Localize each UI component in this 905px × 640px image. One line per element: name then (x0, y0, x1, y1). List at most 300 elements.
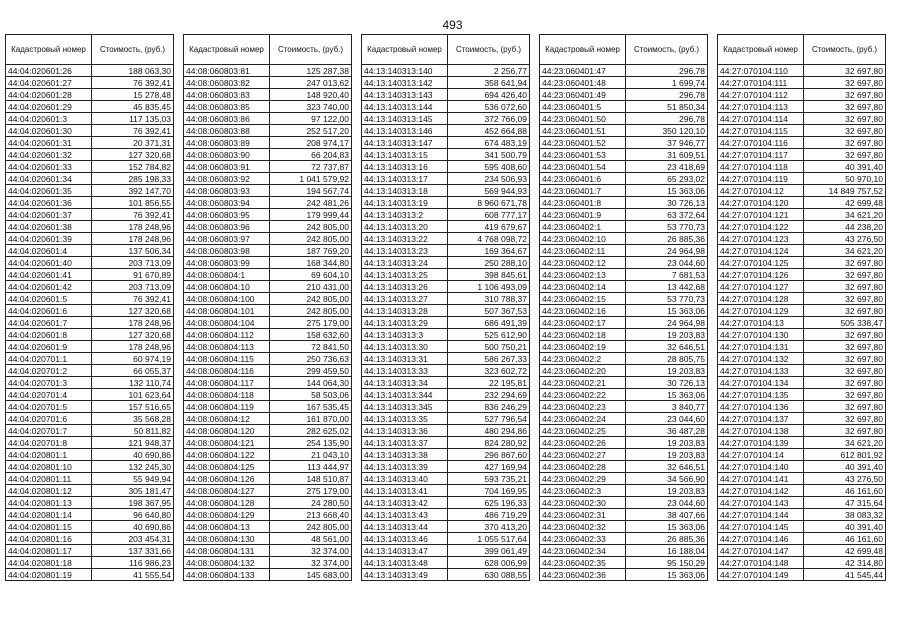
cadastral-number-cell: 44:13:140313:3 (362, 329, 448, 341)
cadastral-number-cell: 44:23:060402:14 (540, 281, 626, 293)
cadastral-number-cell: 44:04:020801:12 (6, 485, 92, 497)
cost-cell: 427 169,94 (448, 461, 530, 473)
cost-cell: 125 287,38 (270, 65, 352, 77)
cadastral-number-cell: 44:04:020701:8 (6, 437, 92, 449)
cost-cell: 132 110,74 (92, 377, 174, 389)
cost-cell: 213 668,40 (270, 509, 352, 521)
cost-cell: 34 621,20 (804, 209, 886, 221)
cadastral-number-cell: 44:23:060401:54 (540, 161, 626, 173)
table-row (362, 377, 530, 389)
cadastral-number-cell: 44:27:070104:145 (718, 521, 804, 533)
cadastral-number-cell: 44:04:020601:37 (6, 209, 92, 221)
table-row (718, 317, 886, 329)
cost-cell: 144 064,30 (270, 377, 352, 389)
cost-cell: 1 106 493,09 (448, 281, 530, 293)
cost-cell: 145 683,00 (270, 569, 352, 581)
cost-cell: 46 161,60 (804, 533, 886, 545)
cadastral-number-cell: 44:27:070104:141 (718, 473, 804, 485)
table-row (6, 509, 174, 521)
cadastral-number-cell: 44:08:060803:82 (184, 77, 270, 89)
table-row (6, 425, 174, 437)
cadastral-number-cell: 44:08:060804:115 (184, 353, 270, 365)
cost-cell: 210 431,00 (270, 281, 352, 293)
table-row (362, 329, 530, 341)
table-row (540, 545, 708, 557)
table-row (184, 341, 352, 353)
cost-cell: 43 276,50 (804, 233, 886, 245)
cadastral-number-cell: 44:04:020701:5 (6, 401, 92, 413)
table-row (718, 137, 886, 149)
cost-cell: 836 246,29 (448, 401, 530, 413)
cost-cell: 42 314,80 (804, 557, 886, 569)
table-row (540, 365, 708, 377)
cost-cell: 76 392,41 (92, 209, 174, 221)
cost-cell: 26 885,36 (626, 533, 708, 545)
cost-cell: 101 623,64 (92, 389, 174, 401)
cost-cell: 178 248,96 (92, 341, 174, 353)
cadastral-number-cell: 44:27:070104:129 (718, 305, 804, 317)
cadastral-number-cell: 44:27:070104:149 (718, 569, 804, 581)
cadastral-number-cell: 44:27:070104:138 (718, 425, 804, 437)
table-row (184, 521, 352, 533)
cost-cell: 250 736,63 (270, 353, 352, 365)
table-row (540, 245, 708, 257)
cost-cell: 250 288,10 (448, 257, 530, 269)
cost-cell: 32 697,80 (804, 377, 886, 389)
table-row (184, 161, 352, 173)
cost-cell: 152 784,82 (92, 161, 174, 173)
cadastral-number-cell: 44:13:140313:17 (362, 173, 448, 185)
cadastral-number-cell: 44:08:060804:122 (184, 449, 270, 461)
cost-cell: 158 632,60 (270, 329, 352, 341)
cost-cell: 203 713,09 (92, 257, 174, 269)
cadastral-number-cell: 44:23:060402:12 (540, 257, 626, 269)
cadastral-number-cell: 44:08:060804:132 (184, 557, 270, 569)
table-row (718, 473, 886, 485)
cadastral-number-cell: 44:23:060401:8 (540, 197, 626, 209)
cost-cell: 35 568,28 (92, 413, 174, 425)
cost-cell: 32 697,80 (804, 257, 886, 269)
cadastral-number-cell: 44:27:070104:115 (718, 125, 804, 137)
table-row (362, 113, 530, 125)
table-row (362, 533, 530, 545)
cadastral-number-cell: 44:27:070104:116 (718, 137, 804, 149)
cost-cell: 32 697,80 (804, 125, 886, 137)
cadastral-number-cell: 44:13:140313:146 (362, 125, 448, 137)
table-row (718, 545, 886, 557)
cadastral-number-cell: 44:13:140313:15 (362, 149, 448, 161)
table-row (184, 329, 352, 341)
table-row (6, 449, 174, 461)
table-row (6, 329, 174, 341)
table-row (540, 101, 708, 113)
cadastral-number-cell: 44:04:020601:29 (6, 101, 92, 113)
cadastral-number-cell: 44:04:020801:13 (6, 497, 92, 509)
table-row (6, 137, 174, 149)
cadastral-number-cell: 44:27:070104:111 (718, 77, 804, 89)
cadastral-number-cell: 44:27:070104:117 (718, 149, 804, 161)
table-row (362, 161, 530, 173)
cost-cell: 28 805,75 (626, 353, 708, 365)
cadastral-number-cell: 44:27:070104:120 (718, 197, 804, 209)
table-row (362, 389, 530, 401)
table-row (6, 365, 174, 377)
cadastral-number-cell: 44:13:140313:145 (362, 113, 448, 125)
cadastral-number-cell: 44:13:140313:47 (362, 545, 448, 557)
cost-cell: 16 188,04 (626, 545, 708, 557)
cadastral-number-cell: 44:13:140313:142 (362, 77, 448, 89)
table-row (6, 341, 174, 353)
cost-cell: 40 690,86 (92, 521, 174, 533)
cost-cell: 15 278,48 (92, 89, 174, 101)
table-header-row (718, 35, 886, 65)
cadastral-number-cell: 44:23:060401:49 (540, 89, 626, 101)
cadastral-number-cell: 44:27:070104:122 (718, 221, 804, 233)
cadastral-number-cell: 44:04:020601:5 (6, 293, 92, 305)
table-row (6, 113, 174, 125)
cost-cell: 32 697,80 (804, 149, 886, 161)
cadastral-number-cell: 44:27:070104:118 (718, 161, 804, 173)
table-row (6, 89, 174, 101)
table-row (184, 425, 352, 437)
cost-cell: 30 726,13 (626, 197, 708, 209)
cost-cell: 242 805,00 (270, 305, 352, 317)
table-row (540, 221, 708, 233)
table-row (184, 173, 352, 185)
cost-cell: 24 280,50 (270, 497, 352, 509)
cost-cell: 95 150,29 (626, 557, 708, 569)
cost-cell: 323 602,72 (448, 365, 530, 377)
cost-cell: 674 483,19 (448, 137, 530, 149)
cost-cell: 127 320,68 (92, 149, 174, 161)
cadastral-number-cell: 44:27:070104:137 (718, 413, 804, 425)
cadastral-number-cell: 44:23:060402:26 (540, 437, 626, 449)
cost-cell: 127 320,68 (92, 329, 174, 341)
cost-cell: 43 276,50 (804, 473, 886, 485)
cost-cell: 15 363,06 (626, 185, 708, 197)
cadastral-number-cell: 44:04:020801:14 (6, 509, 92, 521)
table-row (184, 449, 352, 461)
cost-cell: 178 248,96 (92, 221, 174, 233)
table-row (718, 101, 886, 113)
cadastral-number-cell: 44:08:060803:98 (184, 245, 270, 257)
cost-cell: 21 043,10 (270, 449, 352, 461)
cost-cell: 53 770,73 (626, 221, 708, 233)
cadastral-number-cell: 44:23:060402:28 (540, 461, 626, 473)
table-row (6, 233, 174, 245)
cost-cell: 55 949,94 (92, 473, 174, 485)
table-row (362, 449, 530, 461)
cost-cell: 242 805,00 (270, 233, 352, 245)
table-row (6, 161, 174, 173)
table-row (184, 497, 352, 509)
cost-cell: 76 392,41 (92, 125, 174, 137)
table-row (184, 113, 352, 125)
cadastral-number-cell: 44:13:140313:39 (362, 461, 448, 473)
table-row (6, 269, 174, 281)
table-row (718, 269, 886, 281)
cadastral-number-cell: 44:23:060401:53 (540, 149, 626, 161)
cadastral-number-cell: 44:23:060402:20 (540, 365, 626, 377)
cadastral-number-cell: 44:27:070104:148 (718, 557, 804, 569)
cost-cell: 36 487,28 (626, 425, 708, 437)
cadastral-number-cell: 44:08:060803:94 (184, 197, 270, 209)
table-row (362, 365, 530, 377)
cadastral-number-cell: 44:27:070104:128 (718, 293, 804, 305)
cost-cell: 60 974,19 (92, 353, 174, 365)
cadastral-number-cell: 44:04:020601:6 (6, 305, 92, 317)
cost-cell: 399 061,49 (448, 545, 530, 557)
cadastral-number-cell: 44:27:070104:143 (718, 497, 804, 509)
cadastral-number-cell: 44:23:060401:48 (540, 77, 626, 89)
cost-cell: 116 986,23 (92, 557, 174, 569)
table-row (184, 305, 352, 317)
cadastral-number-cell: 44:04:020801:15 (6, 521, 92, 533)
table-row (362, 257, 530, 269)
table-row (362, 101, 530, 113)
table-row (6, 101, 174, 113)
cadastral-number-cell: 44:27:070104:123 (718, 233, 804, 245)
cost-cell: 595 408,60 (448, 161, 530, 173)
table-row (362, 521, 530, 533)
cost-cell: 47 315,64 (804, 497, 886, 509)
cadastral-number-cell: 44:23:060402:18 (540, 329, 626, 341)
table-row (540, 533, 708, 545)
cadastral-number-cell: 44:23:060402:27 (540, 449, 626, 461)
cadastral-number-cell: 44:27:070104:146 (718, 533, 804, 545)
cadastral-number-cell: 44:08:060803:92 (184, 173, 270, 185)
table-row (362, 473, 530, 485)
cadastral-number-cell: 44:27:070104:130 (718, 329, 804, 341)
cadastral-number-cell: 44:08:060804:1 (184, 269, 270, 281)
cost-cell: 148 920,40 (270, 89, 352, 101)
header-cadastral-number: Кадастровый номер (184, 35, 270, 65)
table-row (540, 461, 708, 473)
cost-cell: 23 044,60 (626, 257, 708, 269)
cadastral-number-cell: 44:08:060804:126 (184, 473, 270, 485)
table-row (6, 557, 174, 569)
table-row (540, 305, 708, 317)
cadastral-number-cell: 44:08:060803:91 (184, 161, 270, 173)
table-row (6, 485, 174, 497)
cadastral-number-cell: 44:23:060402:24 (540, 413, 626, 425)
table-row (184, 545, 352, 557)
cadastral-number-cell: 44:13:140313:48 (362, 557, 448, 569)
cadastral-number-cell: 44:13:140313:49 (362, 569, 448, 581)
cadastral-table (361, 34, 530, 581)
table-row (540, 557, 708, 569)
table-row (540, 137, 708, 149)
cadastral-number-cell: 44:04:020601:33 (6, 161, 92, 173)
header-cost: Стоимость, (руб.) (626, 35, 708, 65)
cadastral-number-cell: 44:08:060803:95 (184, 209, 270, 221)
table-row (184, 485, 352, 497)
cost-cell: 32 697,80 (804, 401, 886, 413)
cadastral-number-cell: 44:23:060402:19 (540, 341, 626, 353)
table-row (540, 437, 708, 449)
table-row (540, 197, 708, 209)
cadastral-number-cell: 44:04:020601:39 (6, 233, 92, 245)
table-row (540, 149, 708, 161)
table-row (184, 185, 352, 197)
table-row (184, 473, 352, 485)
table-row (6, 533, 174, 545)
cadastral-number-cell: 44:08:060804:127 (184, 485, 270, 497)
table-row (540, 413, 708, 425)
cadastral-number-cell: 44:23:060402:2 (540, 353, 626, 365)
cadastral-number-cell: 44:08:060804:118 (184, 389, 270, 401)
cadastral-number-cell: 44:13:140313:144 (362, 101, 448, 113)
cadastral-number-cell: 44:23:060401:51 (540, 125, 626, 137)
table-row (184, 221, 352, 233)
cadastral-number-cell: 44:27:070104:133 (718, 365, 804, 377)
cost-cell: 65 293,02 (626, 173, 708, 185)
cadastral-number-cell: 44:04:020701:7 (6, 425, 92, 437)
table-row (362, 485, 530, 497)
cadastral-number-cell: 44:04:020601:38 (6, 221, 92, 233)
cadastral-number-cell: 44:08:060804:130 (184, 533, 270, 545)
table-row (184, 269, 352, 281)
cost-cell: 32 697,80 (804, 269, 886, 281)
cost-cell: 32 697,80 (804, 329, 886, 341)
header-cadastral-number: Кадастровый номер (540, 35, 626, 65)
header-cadastral-number: Кадастровый номер (362, 35, 448, 65)
cadastral-number-cell: 44:04:020801:11 (6, 473, 92, 485)
cadastral-number-cell: 44:13:140313:42 (362, 497, 448, 509)
table-row (540, 329, 708, 341)
cost-cell: 50 970,10 (804, 173, 886, 185)
cadastral-number-cell: 44:04:020601:9 (6, 341, 92, 353)
cost-cell: 32 374,00 (270, 557, 352, 569)
cadastral-number-cell: 44:04:020701:3 (6, 377, 92, 389)
cadastral-number-cell: 44:04:020601:27 (6, 77, 92, 89)
header-cost: Стоимость, (руб.) (92, 35, 174, 65)
table-row (718, 413, 886, 425)
cost-cell: 76 392,41 (92, 293, 174, 305)
cadastral-number-cell: 44:27:070104:134 (718, 377, 804, 389)
cost-cell: 19 203,83 (626, 437, 708, 449)
cost-cell: 137 331,66 (92, 545, 174, 557)
table-row (540, 209, 708, 221)
table-row (540, 125, 708, 137)
cost-cell: 66 055,37 (92, 365, 174, 377)
cadastral-number-cell: 44:27:070104:13 (718, 317, 804, 329)
cost-cell: 91 670,89 (92, 269, 174, 281)
cadastral-number-cell: 44:23:060402:1 (540, 221, 626, 233)
table-row (362, 221, 530, 233)
table-row (540, 485, 708, 497)
table-row (6, 293, 174, 305)
table-row (540, 401, 708, 413)
cost-cell: 31 609,51 (626, 149, 708, 161)
cost-cell: 32 697,80 (804, 425, 886, 437)
cadastral-number-cell: 44:08:060804:133 (184, 569, 270, 581)
cost-cell: 15 363,06 (626, 305, 708, 317)
table-row (362, 341, 530, 353)
cadastral-number-cell: 44:23:060401:52 (540, 137, 626, 149)
cost-cell: 350 120,10 (626, 125, 708, 137)
cost-cell: 187 769,20 (270, 245, 352, 257)
table-row (6, 77, 174, 89)
table-row (6, 497, 174, 509)
cadastral-number-cell: 44:13:140313:29 (362, 317, 448, 329)
cost-cell: 392 147,70 (92, 185, 174, 197)
header-cadastral-number: Кадастровый номер (718, 35, 804, 65)
cost-cell: 32 697,80 (804, 389, 886, 401)
cost-cell: 157 516,65 (92, 401, 174, 413)
cadastral-number-cell: 44:27:070104:113 (718, 101, 804, 113)
cadastral-number-cell: 44:23:060402:23 (540, 401, 626, 413)
cadastral-number-cell: 44:13:140313:22 (362, 233, 448, 245)
cost-cell: 167 535,45 (270, 401, 352, 413)
table-row (362, 413, 530, 425)
table-row (6, 353, 174, 365)
table-row (540, 293, 708, 305)
cost-cell: 32 646,51 (626, 341, 708, 353)
table-row (718, 221, 886, 233)
table-row (540, 425, 708, 437)
table-row (362, 185, 530, 197)
cost-cell: 536 072,60 (448, 101, 530, 113)
header-cost: Стоимость, (руб.) (804, 35, 886, 65)
table-row (184, 257, 352, 269)
table-row (6, 221, 174, 233)
cost-cell: 8 960 671,78 (448, 197, 530, 209)
cost-cell: 32 697,80 (804, 281, 886, 293)
cadastral-number-cell: 44:04:020701:6 (6, 413, 92, 425)
cadastral-number-cell: 44:04:020701:2 (6, 365, 92, 377)
table-row (6, 65, 174, 77)
cost-cell: 252 517,20 (270, 125, 352, 137)
table-row (540, 569, 708, 581)
cadastral-number-cell: 44:13:140313:31 (362, 353, 448, 365)
tables-grid (5, 34, 886, 581)
cadastral-number-cell: 44:23:060402:30 (540, 497, 626, 509)
page-number: 493 (442, 18, 463, 32)
cost-cell: 53 770,73 (626, 293, 708, 305)
cost-cell: 32 697,80 (804, 365, 886, 377)
cost-cell: 41 545,44 (804, 569, 886, 581)
cadastral-number-cell: 44:27:070104:110 (718, 65, 804, 77)
cadastral-number-cell: 44:08:060804:119 (184, 401, 270, 413)
table-row (718, 197, 886, 209)
cost-cell: 48 561,00 (270, 533, 352, 545)
table-row (6, 317, 174, 329)
cost-cell: 32 697,80 (804, 341, 886, 353)
cadastral-number-cell: 44:13:140313:19 (362, 197, 448, 209)
table-row (540, 233, 708, 245)
table-row (6, 173, 174, 185)
table-row (540, 161, 708, 173)
cost-cell: 608 777,17 (448, 209, 530, 221)
table-row (718, 65, 886, 77)
cadastral-number-cell: 44:27:070104:127 (718, 281, 804, 293)
table-row (362, 353, 530, 365)
cost-cell: 38 407,66 (626, 509, 708, 521)
cadastral-number-cell: 44:04:020701:4 (6, 389, 92, 401)
table-row (6, 569, 174, 581)
cost-cell: 593 735,21 (448, 473, 530, 485)
cadastral-number-cell: 44:13:140313:2 (362, 209, 448, 221)
cadastral-number-cell: 44:04:020601:31 (6, 137, 92, 149)
cost-cell: 507 367,53 (448, 305, 530, 317)
cost-cell: 32 697,80 (804, 413, 886, 425)
cadastral-number-cell: 44:23:060402:29 (540, 473, 626, 485)
cost-cell: 285 198,33 (92, 173, 174, 185)
cost-cell: 19 203,83 (626, 485, 708, 497)
cost-cell: 310 788,37 (448, 293, 530, 305)
table-row (540, 509, 708, 521)
